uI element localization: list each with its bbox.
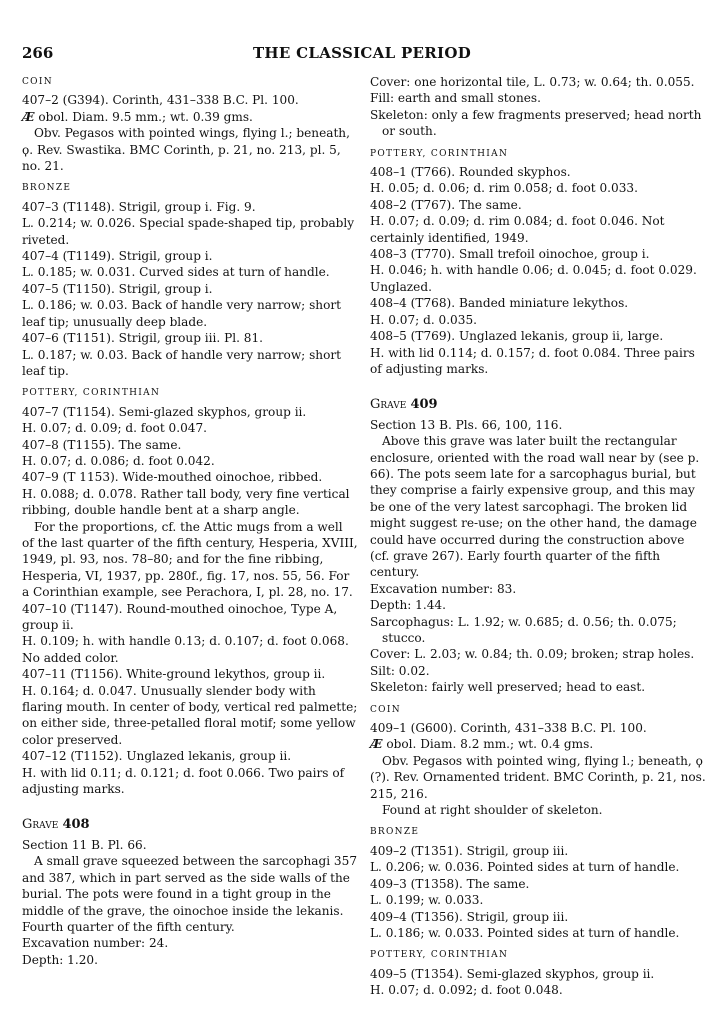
- grave-description: Above this grave was later built the rectangular enclosure, oriented with the road wall near by (see p. 66). The pots seem late for a sarcophagus burial, but they comprise a fairly expensive group, and this may be one of the very latest sarcophagi. The broken lid might suggest re-use; on the other hand, the damage could have occurred during the construction above (cf. grave 267). Early fourth quarter of the fifth century.: [370, 434, 700, 580]
- catalog-entry: 409–1 (G600). Corinth, 431–338 B.C. Pl. 100.: [370, 721, 647, 736]
- catalog-detail: L. 0.186; w. 0.033. Pointed sides at turn of handle.: [370, 925, 680, 940]
- depth: Depth: 1.20.: [22, 952, 98, 967]
- silt: Silt: 0.02.: [370, 663, 430, 678]
- catalog-entry: 407–2 (G394). Corinth, 431–338 B.C. Pl. 100.: [22, 93, 299, 108]
- grave-section: Section 13 B. Pls. 66, 100, 116.: [370, 417, 563, 432]
- section-heading-pottery: POTTERY, CORINTHIAN: [370, 950, 509, 961]
- grave-skeleton: Skeleton: only a few fragments preserved; head north or south.: [370, 107, 702, 139]
- grave-heading-408: [22, 817, 358, 833]
- grave-label: Grave: [370, 397, 407, 413]
- catalog-entry: 407–11 (T1156). White-ground lekythos, group ii.: [22, 667, 326, 682]
- catalog-entry: 407–3 (T1148). Strigil, group i. Fig. 9.: [22, 199, 256, 214]
- running-title: THE CLASSICAL PERIOD: [252, 44, 472, 62]
- catalog-detail: L. 0.187; w. 0.03. Back of handle very narrow; short leaf tip.: [22, 347, 342, 378]
- page-header: [22, 44, 702, 66]
- catalog-detail: H. 0.07; d. 0.09; d. rim 0.084; d. foot 0.046. Not certainly identified, 1949.: [370, 214, 665, 245]
- catalog-entry: 409–5 (T1354). Semi-glazed skyphos, group ii.: [370, 966, 655, 981]
- excavation-number: Excavation number: 83.: [370, 581, 517, 596]
- right-column: [370, 74, 706, 999]
- catalog-entry: 407–12 (T1152). Unglazed lekanis, group ii.: [22, 749, 292, 764]
- left-column: [22, 74, 358, 968]
- section-heading-pottery: POTTERY, CORINTHIAN: [370, 148, 509, 159]
- catalog-detail: L. 0.185; w. 0.031. Curved sides at turn of handle.: [22, 265, 330, 280]
- catalog-detail: L. 0.199; w. 0.033.: [370, 893, 484, 908]
- grave-section: Section 11 B. Pl. 66.: [22, 837, 147, 852]
- catalog-entry: 407–10 (T1147). Round-mouthed oinochoe, Type A, group ii.: [22, 601, 338, 632]
- catalog-detail: [370, 736, 706, 752]
- section-heading-bronze: BRONZE: [22, 183, 72, 194]
- catalog-entry: 408–5 (T769). Unglazed lekanis, group ii, large.: [370, 329, 664, 344]
- catalog-detail: L. 0.186; w. 0.03. Back of handle very narrow; short leaf tip; unusually deep blade.: [22, 298, 342, 329]
- coin-measurements: obol. Diam. 9.5 mm.; wt. 0.39 gms.: [38, 109, 253, 124]
- grave-heading-409: [370, 397, 706, 413]
- catalog-entry: 407–7 (T1154). Semi-glazed skyphos, group ii.: [22, 404, 307, 419]
- catalog-detail: H. 0.07; d. 0.092; d. foot 0.048.: [370, 983, 563, 998]
- find-spot: Found at right shoulder of skeleton.: [382, 803, 603, 818]
- catalog-detail: H. 0.088; d. 0.078. Rather tall body, very fine vertical ribbing, double handle bent at a sharp angle.: [22, 486, 350, 518]
- catalog-entry: 408–2 (T767). The same.: [370, 197, 522, 212]
- catalog-detail: H. 0.07; d. 0.035.: [370, 312, 477, 327]
- catalog-entry: 407–5 (T1150). Strigil, group i.: [22, 281, 213, 296]
- catalog-entry: 407–4 (T1149). Strigil, group i.: [22, 249, 213, 264]
- catalog-detail: H. 0.05; d. 0.06; d. rim 0.058; d. foot 0.033.: [370, 181, 638, 196]
- catalog-entry: 407–6 (T1151). Strigil, group iii. Pl. 81.: [22, 331, 263, 346]
- grave-number: 408: [62, 817, 90, 833]
- grave-number: 409: [410, 397, 438, 413]
- grave-cover: Cover: one horizontal tile, L. 0.73; w. 0.64; th. 0.055.: [370, 75, 695, 89]
- grave-fill: Fill: earth and small stones.: [370, 91, 541, 106]
- silver-symbol: Æ: [370, 737, 383, 752]
- section-heading-pottery: POTTERY, CORINTHIAN: [22, 388, 161, 399]
- sarcophagus: Sarcophagus: L. 1.92; w. 0.685; d. 0.56; th. 0.075; stucco.: [370, 614, 677, 645]
- catalog-detail: H. 0.164; d. 0.047. Unusually slender body with flaring mouth. In center of body, vertical red palmette; on either side, three-petalled floral motif; some yellow color preserved.: [22, 683, 358, 747]
- catalog-entry: 408–1 (T766). Rounded skyphos.: [370, 165, 571, 180]
- section-heading-coin: COIN: [370, 704, 401, 715]
- grave-cover: Cover: L. 2.03; w. 0.84; th. 0.09; broken; strap holes.: [370, 647, 695, 662]
- catalog-entry: 409–4 (T1356). Strigil, group iii.: [370, 909, 569, 924]
- page-number: 266: [22, 44, 54, 62]
- grave-description: A small grave squeezed between the sarcophagi 357 and 387, which in part served as the side walls of the burial. The pots were found in a tight group in the middle of the grave, the oinochoe inside the lekanis. Fourth quarter of the fifth century.: [22, 854, 358, 934]
- catalog-detail: H. with lid 0.11; d. 0.121; d. foot 0.066. Two pairs of adjusting marks.: [22, 765, 345, 797]
- catalog-entry: 408–4 (T768). Banded miniature lekythos.: [370, 296, 629, 311]
- coin-description: Obv. Pegasos with pointed wings, flying l.; beneath, ϙ. Rev. Swastika. BMC Corinth, p. 21, no. 213, pl. 5, no. 21.: [22, 126, 350, 174]
- catalog-entry: 408–3 (T770). Small trefoil oinochoe, group i.: [370, 247, 650, 262]
- catalog-detail: H. 0.07; d. 0.09; d. foot 0.047.: [22, 421, 207, 436]
- catalog-entry: 409–3 (T1358). The same.: [370, 876, 530, 891]
- commentary-paragraph: For the proportions, cf. the Attic mugs from a well of the last quarter of the fifth century, Hesperia, XVIII, 1949, pl. 93, nos. 78–80; and for the fine ribbing, Hesperia, VI, 1937, pp. 280f., fig. 17, nos. 55, 56. For a Corinthian example, see Perachora, I, pl. 28, no. 17.: [22, 519, 358, 600]
- catalog-entry: 407–9 (T 1153). Wide-mouthed oinochoe, ribbed.: [22, 470, 323, 485]
- catalog-detail: H. 0.046; h. with handle 0.06; d. 0.045; d. foot 0.029. Unglazed.: [370, 263, 697, 294]
- catalog-entry: 409–2 (T1351). Strigil, group iii.: [370, 843, 569, 858]
- catalog-detail: H. 0.07; d. 0.086; d. foot 0.042.: [22, 453, 215, 468]
- coin-description: Obv. Pegasos with pointed wing, flying l.; beneath, ϙ (?). Rev. Ornamented trident. BMC Corinth, p. 21, nos. 215, 216.: [370, 753, 706, 801]
- silver-symbol: Æ: [22, 109, 35, 124]
- coin-measurements: obol. Diam. 8.2 mm.; wt. 0.4 gms.: [386, 737, 594, 752]
- catalog-detail: L. 0.206; w. 0.036. Pointed sides at turn of handle.: [370, 860, 680, 875]
- grave-label: Grave: [22, 817, 59, 833]
- section-heading-coin: COIN: [22, 77, 53, 87]
- excavation-number: Excavation number: 24.: [22, 936, 169, 951]
- catalog-detail: H. 0.109; h. with handle 0.13; d. 0.107; d. foot 0.068. No added color.: [22, 634, 349, 665]
- grave-skeleton: Skeleton: fairly well preserved; head to east.: [370, 680, 646, 695]
- depth: Depth: 1.44.: [370, 598, 446, 613]
- catalog-entry: 407–8 (T1155). The same.: [22, 437, 182, 452]
- catalog-detail: L. 0.214; w. 0.026. Special spade-shaped tip, probably riveted.: [22, 216, 355, 247]
- catalog-detail: [22, 109, 358, 125]
- catalog-detail: H. with lid 0.114; d. 0.157; d. foot 0.084. Three pairs of adjusting marks.: [370, 345, 695, 376]
- section-heading-bronze: BRONZE: [370, 827, 420, 838]
